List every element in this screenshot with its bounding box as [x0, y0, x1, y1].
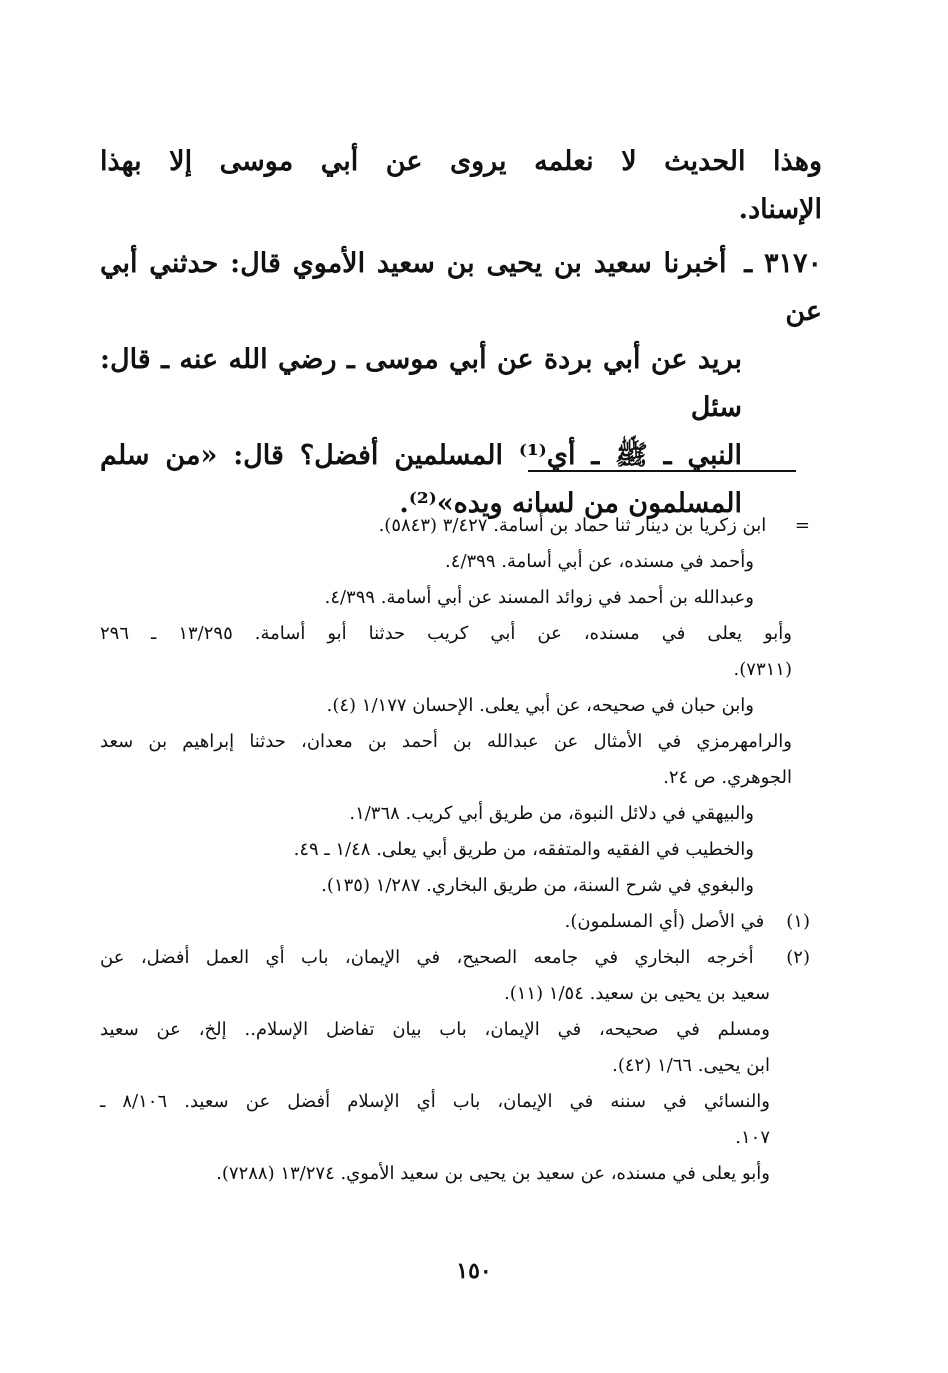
footnote-2-text-1: أخرجه البخاري في جامعه الصحيح، في الإيمان، باب أي العمل أفضل، عن	[100, 947, 754, 968]
continued-note-line-3: وعبدالله بن أحمد في زوائد المسند عن أبي أسامة. ٤/٣٩٩.	[324, 587, 754, 608]
hadith-line-1-text: أخبرنا سعيد بن يحيى بن سعيد الأموي قال: حدثني أبي عن	[100, 248, 822, 327]
hadith-line-3: النبي ـ ﷺ ـ أي⁽¹⁾ المسلمين أفضل؟ قال: «من سلم	[100, 440, 742, 471]
footnote-2-line-4: ابن يحيى. ١/٦٦ (٤٢).	[612, 1055, 770, 1076]
footnote-1	[100, 904, 810, 940]
footnote-separator	[528, 470, 796, 472]
continued-note-line-9: والبيهقي في دلائل النبوة، من طريق أبي كريب. ١/٣٦٨.	[349, 803, 754, 824]
continued-note-line-11: والبغوي في شرح السنة، من طريق البخاري. ١/٢٨٧ (١٣٥).	[321, 875, 754, 896]
intro-line-1: وهذا الحديث لا نعلمه يروى عن أبي موسى إلا بهذا	[100, 146, 822, 177]
hadith-number: ٣١٧٠ ـ	[744, 248, 822, 279]
footnote-2-line-7: وأبو يعلى في مسنده، عن سعيد بن يحيى بن سعيد الأموي. ١٣/٢٧٤ (٧٢٨٨).	[216, 1163, 770, 1184]
intro-line-2: الإسناد.	[738, 194, 822, 225]
continued-note-line-4: وأبو يعلى في مسنده، عن أبي كريب حدثنا أبو أسامة. ١٣/٢٩٥ ـ ٢٩٦	[100, 623, 792, 644]
continued-marker: =	[794, 515, 810, 536]
continued-note-line-2: وأحمد في مسنده، عن أبي أسامة. ٤/٣٩٩.	[445, 551, 754, 572]
footnote-2-line-2: سعيد بن يحيى بن سعيد. ١/٥٤ (١١).	[503, 983, 770, 1004]
hadith-line-4: المسلمون من لسانه ويده»⁽²⁾.	[399, 488, 742, 519]
footnote-2-label: (٢)	[786, 947, 810, 968]
continued-note-line-5: (٧٣١١).	[733, 659, 792, 680]
footnote-1-text: في الأصل (أي المسلمون).	[564, 911, 765, 932]
footnote-2-line-5: والنسائي في سننه في الإيمان، باب أي الإسلام أفضل عن سعيد. ٨/١٠٦ ـ	[100, 1091, 770, 1112]
continued-text-1: ابن زكريا بن دينار ثنا حماد بن أسامة. ٣/٤٢٧ (٥٨٤٣).	[378, 515, 767, 536]
footnotes	[100, 508, 810, 1192]
footnote-2-line-1	[100, 940, 810, 976]
continued-note-line-1	[100, 508, 810, 544]
page-number: ١٥٠	[456, 1258, 492, 1284]
continued-note-line-10: والخطيب في الفقيه والمتفقه، من طريق أبي يعلى. ١/٤٨ ـ ٤٩.	[293, 839, 754, 860]
footnote-2-line-6: ١٠٧.	[735, 1127, 770, 1148]
hadith-line-1	[100, 240, 822, 336]
continued-note-line-6: وابن حبان في صحيحه، عن أبي يعلى. الإحسان ١/١٧٧ (٤).	[326, 695, 754, 716]
footnote-1-label: (١)	[786, 911, 810, 932]
continued-note-line-7: والرامهرمزي في الأمثال عن عبدالله بن أحمد بن معدان، حدثنا إبراهيم بن سعد	[100, 731, 792, 752]
continued-note-line-8: الجوهري. ص ٢٤.	[663, 767, 792, 788]
intro-paragraph	[100, 138, 822, 234]
footnote-2-line-3: ومسلم في صحيحه، في الإيمان، باب بيان تفاضل الإسلام.. إلخ، عن سعيد	[100, 1019, 770, 1040]
hadith-paragraph	[100, 240, 822, 528]
hadith-line-2: بريد عن أبي بردة عن أبي موسى ـ رضي الله عنه ـ قال: سئل	[100, 344, 742, 423]
